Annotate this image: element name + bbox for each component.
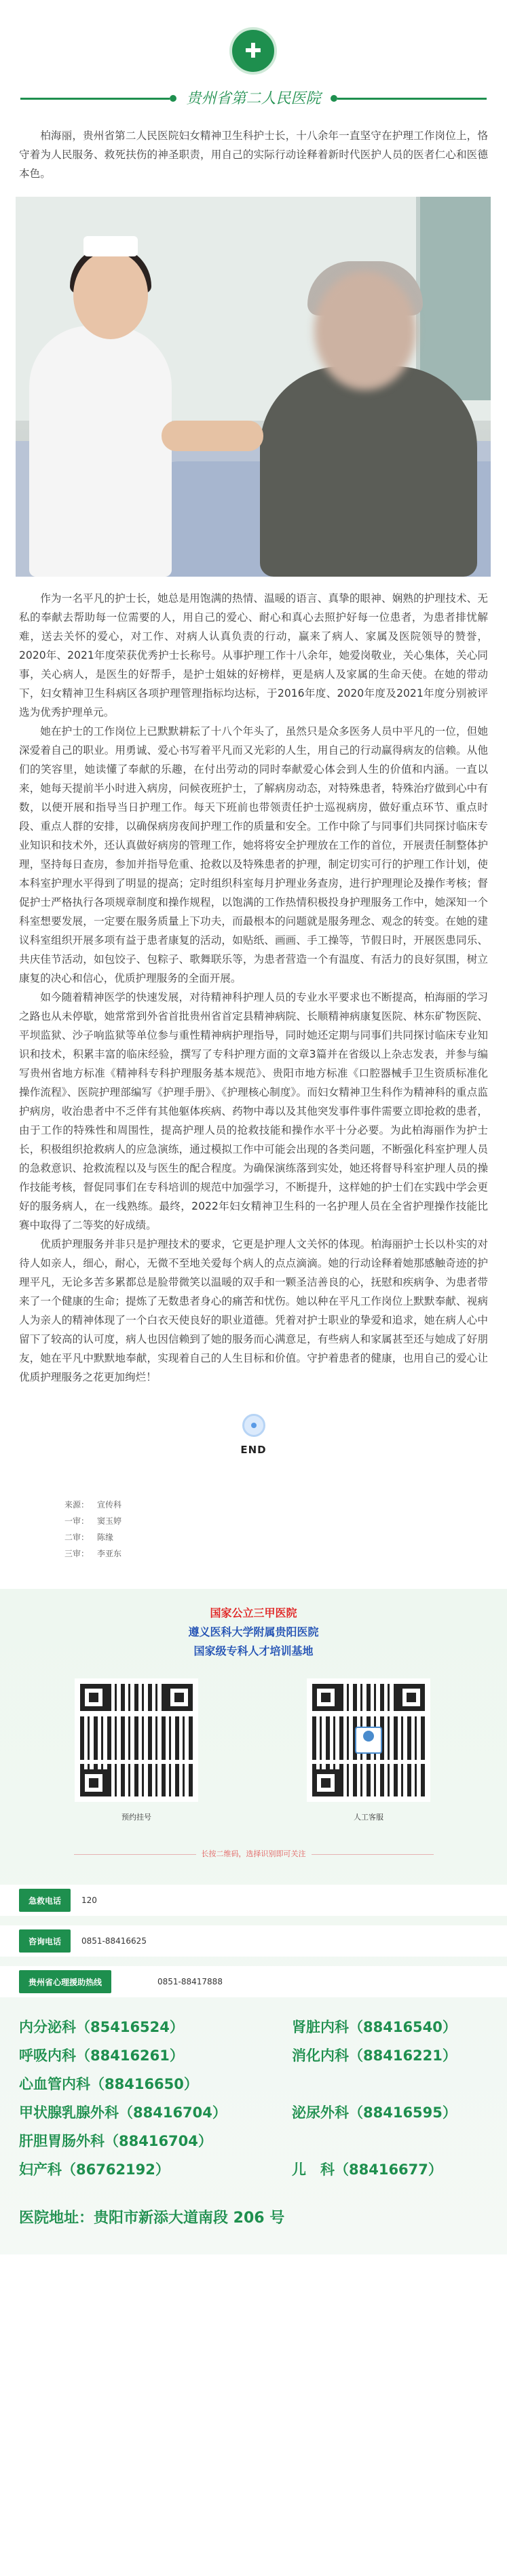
department-entry[interactable]: 消化内科（88416221） xyxy=(292,2048,457,2064)
end-label: END xyxy=(240,1444,267,1456)
department-row xyxy=(0,2157,507,2186)
paragraph-intro: 柏海丽，贵州省第二人民医院妇女精神卫生科护士长，十八余年一直坚守在护理工作岗位上，恪守着为人民服务、救死扶伤的神圣职责，用自己的实际行动诠释着新时代医护人员的医者仁心和医德本色。 xyxy=(19,130,488,180)
appointment-qr-code[interactable] xyxy=(75,1678,198,1802)
hospital-address: 医院地址：贵阳市新添大道南段 206 号 xyxy=(19,2210,285,2227)
department-phone-list xyxy=(0,2007,507,2186)
department-entry[interactable]: 甲状腺乳腺外科（88416704） xyxy=(19,2104,227,2121)
contact-inquiry[interactable] xyxy=(0,1925,507,1957)
hospital-name: 贵州省第二人民医院 xyxy=(186,90,321,107)
department-row xyxy=(0,2072,507,2100)
department-row xyxy=(0,2129,507,2157)
contact-list xyxy=(0,1882,507,1997)
department-entry[interactable]: 儿 科（88416677） xyxy=(292,2161,443,2178)
credit-review-3: 三审： 李亚东 xyxy=(64,1549,122,1558)
end-marker xyxy=(0,1414,507,1456)
nurse-patient-photo xyxy=(16,197,491,577)
promo-line-affiliation: 遵义医科大学附属贵阳医院 xyxy=(188,1626,319,1638)
article-body xyxy=(0,126,507,183)
hospital-header xyxy=(0,0,507,122)
department-entry[interactable]: 呼吸内科（88416261） xyxy=(19,2048,184,2064)
contact-label: 贵州省心理援助热线 xyxy=(19,1970,111,1993)
header-dot-right xyxy=(331,95,337,102)
paragraph-daily-work: 她在护士的工作岗位上已默默耕耘了十八个年头了，虽然只是众多医务人员中平凡的一位，但她深爱着自己的职业。用勇诚、爱心书写着平凡而又光彩的人生，用自己的行动赢得病友的信赖。从他们的笑容里，她读懂了奉献的乐趣，在付出劳动的同时奉献爱心体会到人生的价值和内涵。一直以来，她每天提前半小时进入病房，问候夜班护士，了解病房动态，对特殊患者，特殊治疗做到心中有数，以便开展和指导当日护理工作。每天下班前也带领责任护士巡视病房，做好重点环节、重点时段、重点人群的安排，以确保病房夜间护理工作的质量和安全。工作中除了与同事们共同探讨临床专业知识和技术外，还认真做好病房的管理工作，她将将安全护理放在工作的首位，开展责任制整体护理，坚持每日查房，参加并指导危重、抢救以及特殊患者的护理，制定切实可行的护理工作计划，使本科室护理水平得到了明显的提高；定时组织科室每月护理业务查房，进行护理理论及操作考核；督促护士严格执行各项规章制度和操作规程，以饱满的工作热情积极投身护理服务工作中，她深知一个科室想要发展，一定要在服务质量上下功夫，而最根本的问题就是服务理念、观念的转变。在她的建议科室组织开展多项有益于患者康复的活动，如贴纸、画画、手工操等，节假日时，开展医患同乐、共庆佳节活动，如包饺子、包粽子、歌舞联乐等，为患者营造一个有温度、有活力的良好氛围，树立康复的决心和信心，优质护理服务的全面开展。 xyxy=(19,725,488,984)
hospital-promo xyxy=(0,1589,507,2254)
header-divider-left xyxy=(20,98,170,100)
contact-label: 咨询电话 xyxy=(19,1929,71,1953)
end-circle-icon xyxy=(242,1414,265,1437)
nurse-avatar-icon xyxy=(355,1727,382,1754)
department-entry[interactable]: 内分泌科（85416524） xyxy=(19,2019,184,2035)
paragraph-training: 如今随着精神医学的快速发展，对待精神科护理人员的专业水平要求也不断提高，柏海丽的学习之路也从未停歇，她常常到外省首批贵州省首定县精神病院、长顺精神病康复医院、林东矿物医院、平坝监狱、沙子响监狱等单位参与重性精神病护理指导，同时她还定期与同事们共同探讨临床专业知识和技术，积累丰富的临床经验，撰写了专科护理方面的文章3篇并在省级以上杂志发表，并参与编写贵州省地方标准《精神科专科护理服务基本规范》、贵阳市地方标准《口腔器械手卫生资质标准化操作流程》、医院护理部编写《护理手册》、《护理核心制度》。而妇女精神卫生科作为精神科的重点监护病房，收治患者中不乏伴有其他躯体疾病、药物中毒以及其他突发事件事件需要立即抢救的患者，由于工作的特殊性和周围性，提高护理人员的抢救技能和操作水平十分必要。为此柏海丽作为护士长，积极组织抢救病人的应急演练，通过模拟工作中可能会出现的各类问题，不断强化科室护理人员的急救意识、抢救流程以及与医生的配合程度。为确保演练落到实处，她还将督导科室护理人员的操作技能考核，督促同事们在专科培训的规范中加强学习，不断提升，这样她的护士们在实践中学会更好的服务病人，在一线熟练。最终，2022年妇女精神卫生科的一名护理人员在全省护理操作技能比赛中取得了二等奖的好成绩。 xyxy=(19,991,488,1231)
contact-phone[interactable]: 0851-88416625 xyxy=(81,1936,147,1946)
department-row xyxy=(0,2015,507,2043)
qr-scan-hint: 长按二维码，选择识别即可关注 xyxy=(0,1848,507,1859)
customer-service-qr-caption: 人工客服 xyxy=(354,1813,383,1822)
contact-phone[interactable]: 0851-88417888 xyxy=(157,1977,223,1986)
department-row xyxy=(0,2043,507,2072)
department-entry[interactable]: 肾脏内科（88416540） xyxy=(292,2019,457,2035)
department-entry[interactable]: 泌尿外科（88416595） xyxy=(292,2104,457,2121)
department-entry[interactable]: 妇产科（86762192） xyxy=(19,2161,170,2178)
paragraph-role: 作为一名平凡的护士长，她总是用饱满的热情、温暖的语言、真挚的眼神、娴熟的护理技术、无私的奉献去帮助每一位需要的人，用自己的爱心、耐心和真心去照护好每一位患者，为患者排忧解难，送去关怀的爱心，对工作、对病人认真负责的行动，赢来了病人、家属及医院领导的赞誉，2020年、2021年度荣获优秀护士长称号。从事护理工作十八余年，她爱岗敬业，关心集体，关心同事，关心病人，是医生的好帮手，是护士姐妹的好榜样，更是病人及家属的生命天使。在她的带动下，妇女精神卫生科病区各项护理管理指标均达标，于2016年度、2020年度及2021年度分别被评选为优秀护理单元。 xyxy=(19,592,488,718)
paragraph-care: 优质护理服务并非只是护理技术的要求，它更是护理人文关怀的体现。柏海丽护士长以朴实的对待人如亲人，细心，耐心，无微不至地关爱每个病人的点点滴滴。她的行动诠释着她那感触奇迹的护理平凡，无论多苦多累都总是脸带微笑以温暖的双手和一颗圣洁善良的心，抚慰和疾病争、为患者带来了一个健康的生命；提炼了无数患者身心的痛苦和忧伤。她以种在平凡工作岗位上默默奉献、视病人为亲人的精神体现了一个白衣天使良好的职业道德。凭着对护士职业的挚爱和追求，她在病人心中留下了较高的认可度，病人也因信赖到了她的服务而心满意足，有些病人和家属甚至还与她成了好朋友，她在平凡中默默地奉献，实现着自己的人生目标和价值。守护着患者的健康，也用自己的爱心让优质护理服务之花更加绚烂！ xyxy=(19,1238,488,1383)
department-entry[interactable]: 心血管内科（88416650） xyxy=(19,2076,198,2092)
credit-review-2: 二审： 陈缘 xyxy=(64,1533,114,1542)
customer-service-qr-code[interactable] xyxy=(307,1678,430,1802)
promo-slogans xyxy=(0,1604,507,1661)
promo-line-training: 国家级专科人才培训基地 xyxy=(193,1645,314,1657)
contact-psych-hotline[interactable] xyxy=(0,1966,507,1997)
contact-emergency[interactable] xyxy=(0,1885,507,1916)
contact-label: 急救电话 xyxy=(19,1889,71,1912)
hospital-logo: ✚ xyxy=(229,27,277,75)
credit-source: 来源： 宣传科 xyxy=(64,1500,122,1510)
appointment-qr-caption: 预约挂号 xyxy=(121,1813,151,1822)
editor-credits xyxy=(64,1497,507,1562)
qr-codes xyxy=(0,1672,507,1882)
header-divider-right xyxy=(337,98,487,100)
article-body-continued xyxy=(0,589,507,1387)
header-dot-left xyxy=(170,95,176,102)
department-entry[interactable]: 肝胆胃肠外科（88416704） xyxy=(19,2133,212,2149)
contact-phone[interactable]: 120 xyxy=(81,1896,97,1905)
promo-line-grade: 国家公立三甲医院 xyxy=(210,1607,297,1619)
credit-review-1: 一审： 窦玉婷 xyxy=(64,1516,122,1526)
department-row xyxy=(0,2100,507,2129)
